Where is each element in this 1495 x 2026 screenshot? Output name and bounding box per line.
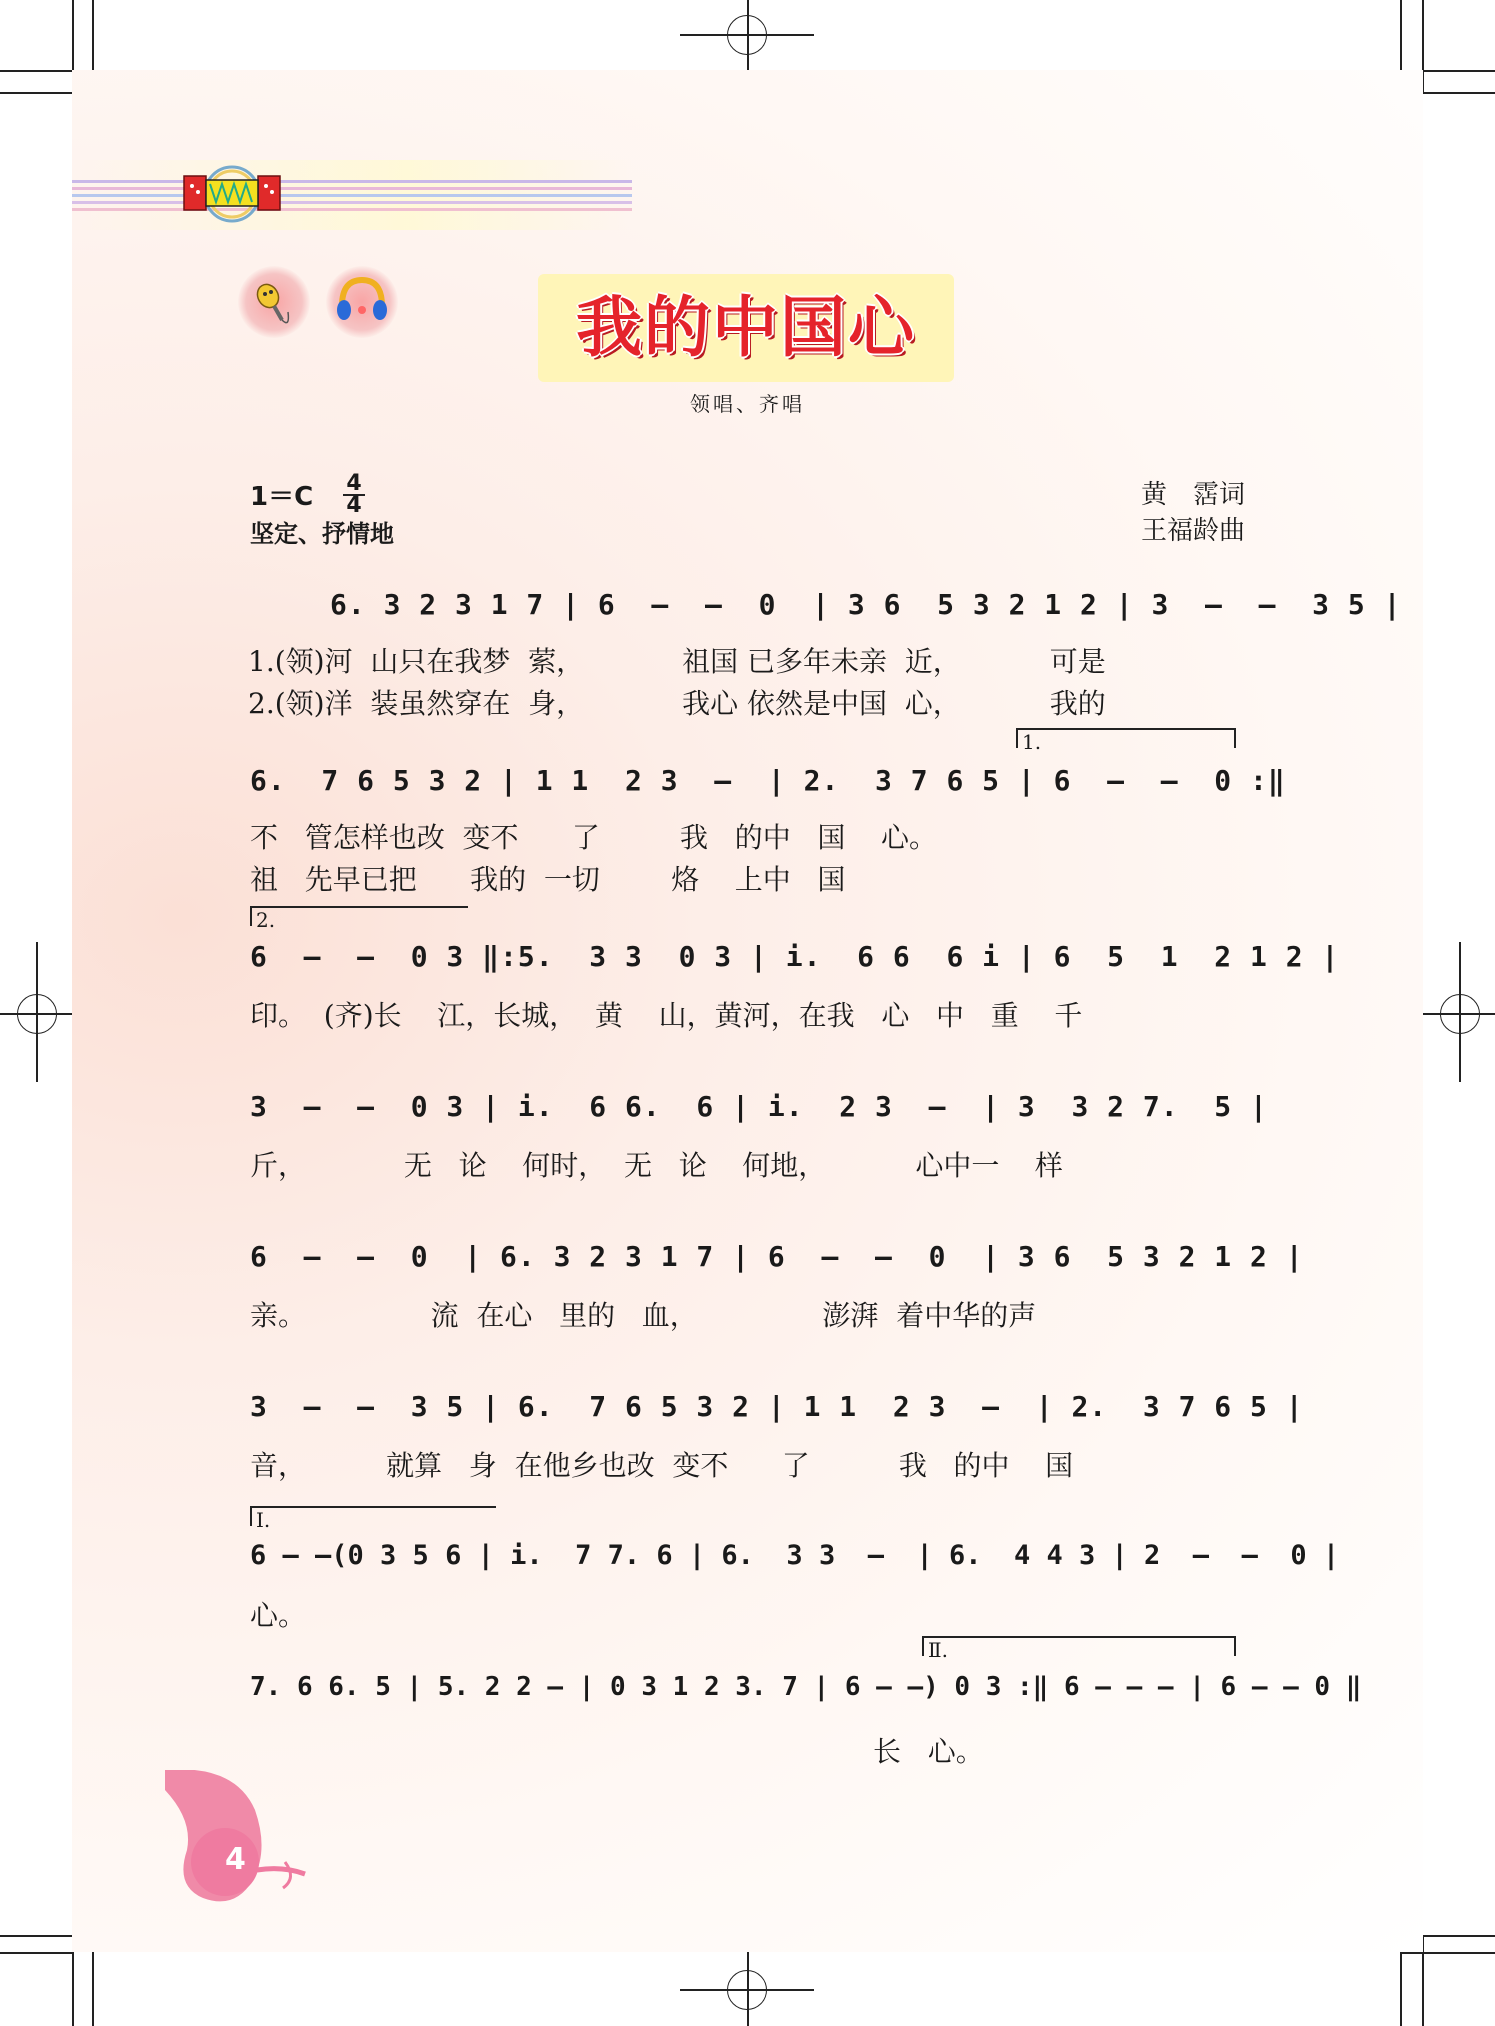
volta-label: 2. — [256, 908, 276, 932]
volta-bracket — [922, 1636, 1236, 1662]
microphone-icon — [238, 266, 310, 338]
lyric-line: 音， 就算 身 在他乡也改 变不 了 我 的中 国 — [250, 1449, 1074, 1482]
notation-row: 6 – – 0 | 6. 3 2 3 1 7 | 6 – – 0 | 3 6 5 3 2 1 2 | — [250, 1240, 1304, 1273]
volta-bracket — [250, 1506, 496, 1532]
notation-row: 6. 7 6 5 3 2 | 1 1 2 3 – | 2. 3 7 6 5 | 6 – – 0 :‖ — [250, 764, 1286, 797]
lyric-line: 祖 先早已把 我的 一切 烙 上中 国 — [250, 863, 846, 896]
lyric-line: 长 心。 — [250, 1735, 984, 1768]
performance-form: 领唱、齐唱 — [690, 392, 805, 416]
title-plaque — [538, 274, 954, 382]
lyric-line: 心。 — [250, 1599, 307, 1632]
key-signature: 1＝C — [250, 482, 314, 512]
time-signature-top: 4 — [346, 471, 362, 496]
notation-row: 6 – – 0 3 ‖:5. 3 3 0 3 | i. 6 6 6 i | 6 5 1 2 1 2 | — [250, 940, 1340, 973]
lyric-line: 印。 (齐)长 江，长城， 黄 山，黄河，在我 心 中 重 千 — [250, 999, 1083, 1032]
lyric-line: 不 管怎样也改 变不 了 我 的中 国 心。 — [250, 821, 938, 854]
volta-bracket — [250, 906, 468, 932]
header-band — [72, 160, 632, 228]
lyric-line: 1.(领)河 山只在我梦 萦， 祖国 已多年未亲 近， 可是 — [248, 645, 1106, 678]
time-signature — [343, 471, 365, 518]
notation-row: 6. 3 2 3 1 7 | 6 – – 0 | 3 6 5 3 2 1 2 | 3 – – 3 5 | — [330, 588, 1402, 621]
volta-bracket — [1016, 728, 1236, 754]
volta-label: Ⅰ. — [256, 1508, 271, 1532]
notation-row: 7. 6 6. 5 | 5. 2 2 – | 0 3 1 2 3. 7 | 6 – –) 0 3 :‖ 6 – – – | 6 – – 0 ‖ — [250, 1672, 1362, 1702]
notation-row: 3 – – 3 5 | 6. 7 6 5 3 2 | 1 1 2 3 – | 2. 3 7 6 5 | — [250, 1390, 1304, 1423]
volta-label: Ⅱ. — [928, 1638, 948, 1662]
composer: 王福龄曲 — [1140, 516, 1245, 546]
notation-row: 3 – – 0 3 | i. 6 6. 6 | i. 2 3 – | 3 3 2 7. 5 | — [250, 1090, 1268, 1123]
lyricist: 黄 霑词 — [1140, 480, 1245, 510]
accordion-icon — [182, 164, 282, 222]
time-signature-bottom: 4 — [343, 494, 365, 516]
lyric-line: 2.(领)洋 装虽然穿在 身， 我心 依然是中国 心， 我的 — [248, 687, 1106, 720]
song-title: 我的中国心 — [576, 289, 916, 366]
page-number: 4 — [225, 1842, 246, 1877]
lyric-line: 亲。 流 在心 里的 血， 澎湃 着中华的声 — [250, 1299, 1037, 1332]
volta-label: 1. — [1022, 730, 1042, 754]
lyric-line: 斤， 无 论 何时， 无 论 何地， 心中一 样 — [250, 1149, 1063, 1182]
notation-row: 6 – –(0 3 5 6 | i. 7 7. 6 | 6. 3 3 – | 6. 4 4 3 | 2 – – 0 | — [250, 1540, 1340, 1571]
page-number-badge — [165, 1770, 315, 1920]
tempo-marking: 坚定、抒情地 — [250, 520, 394, 548]
headphones-icon — [326, 266, 398, 338]
